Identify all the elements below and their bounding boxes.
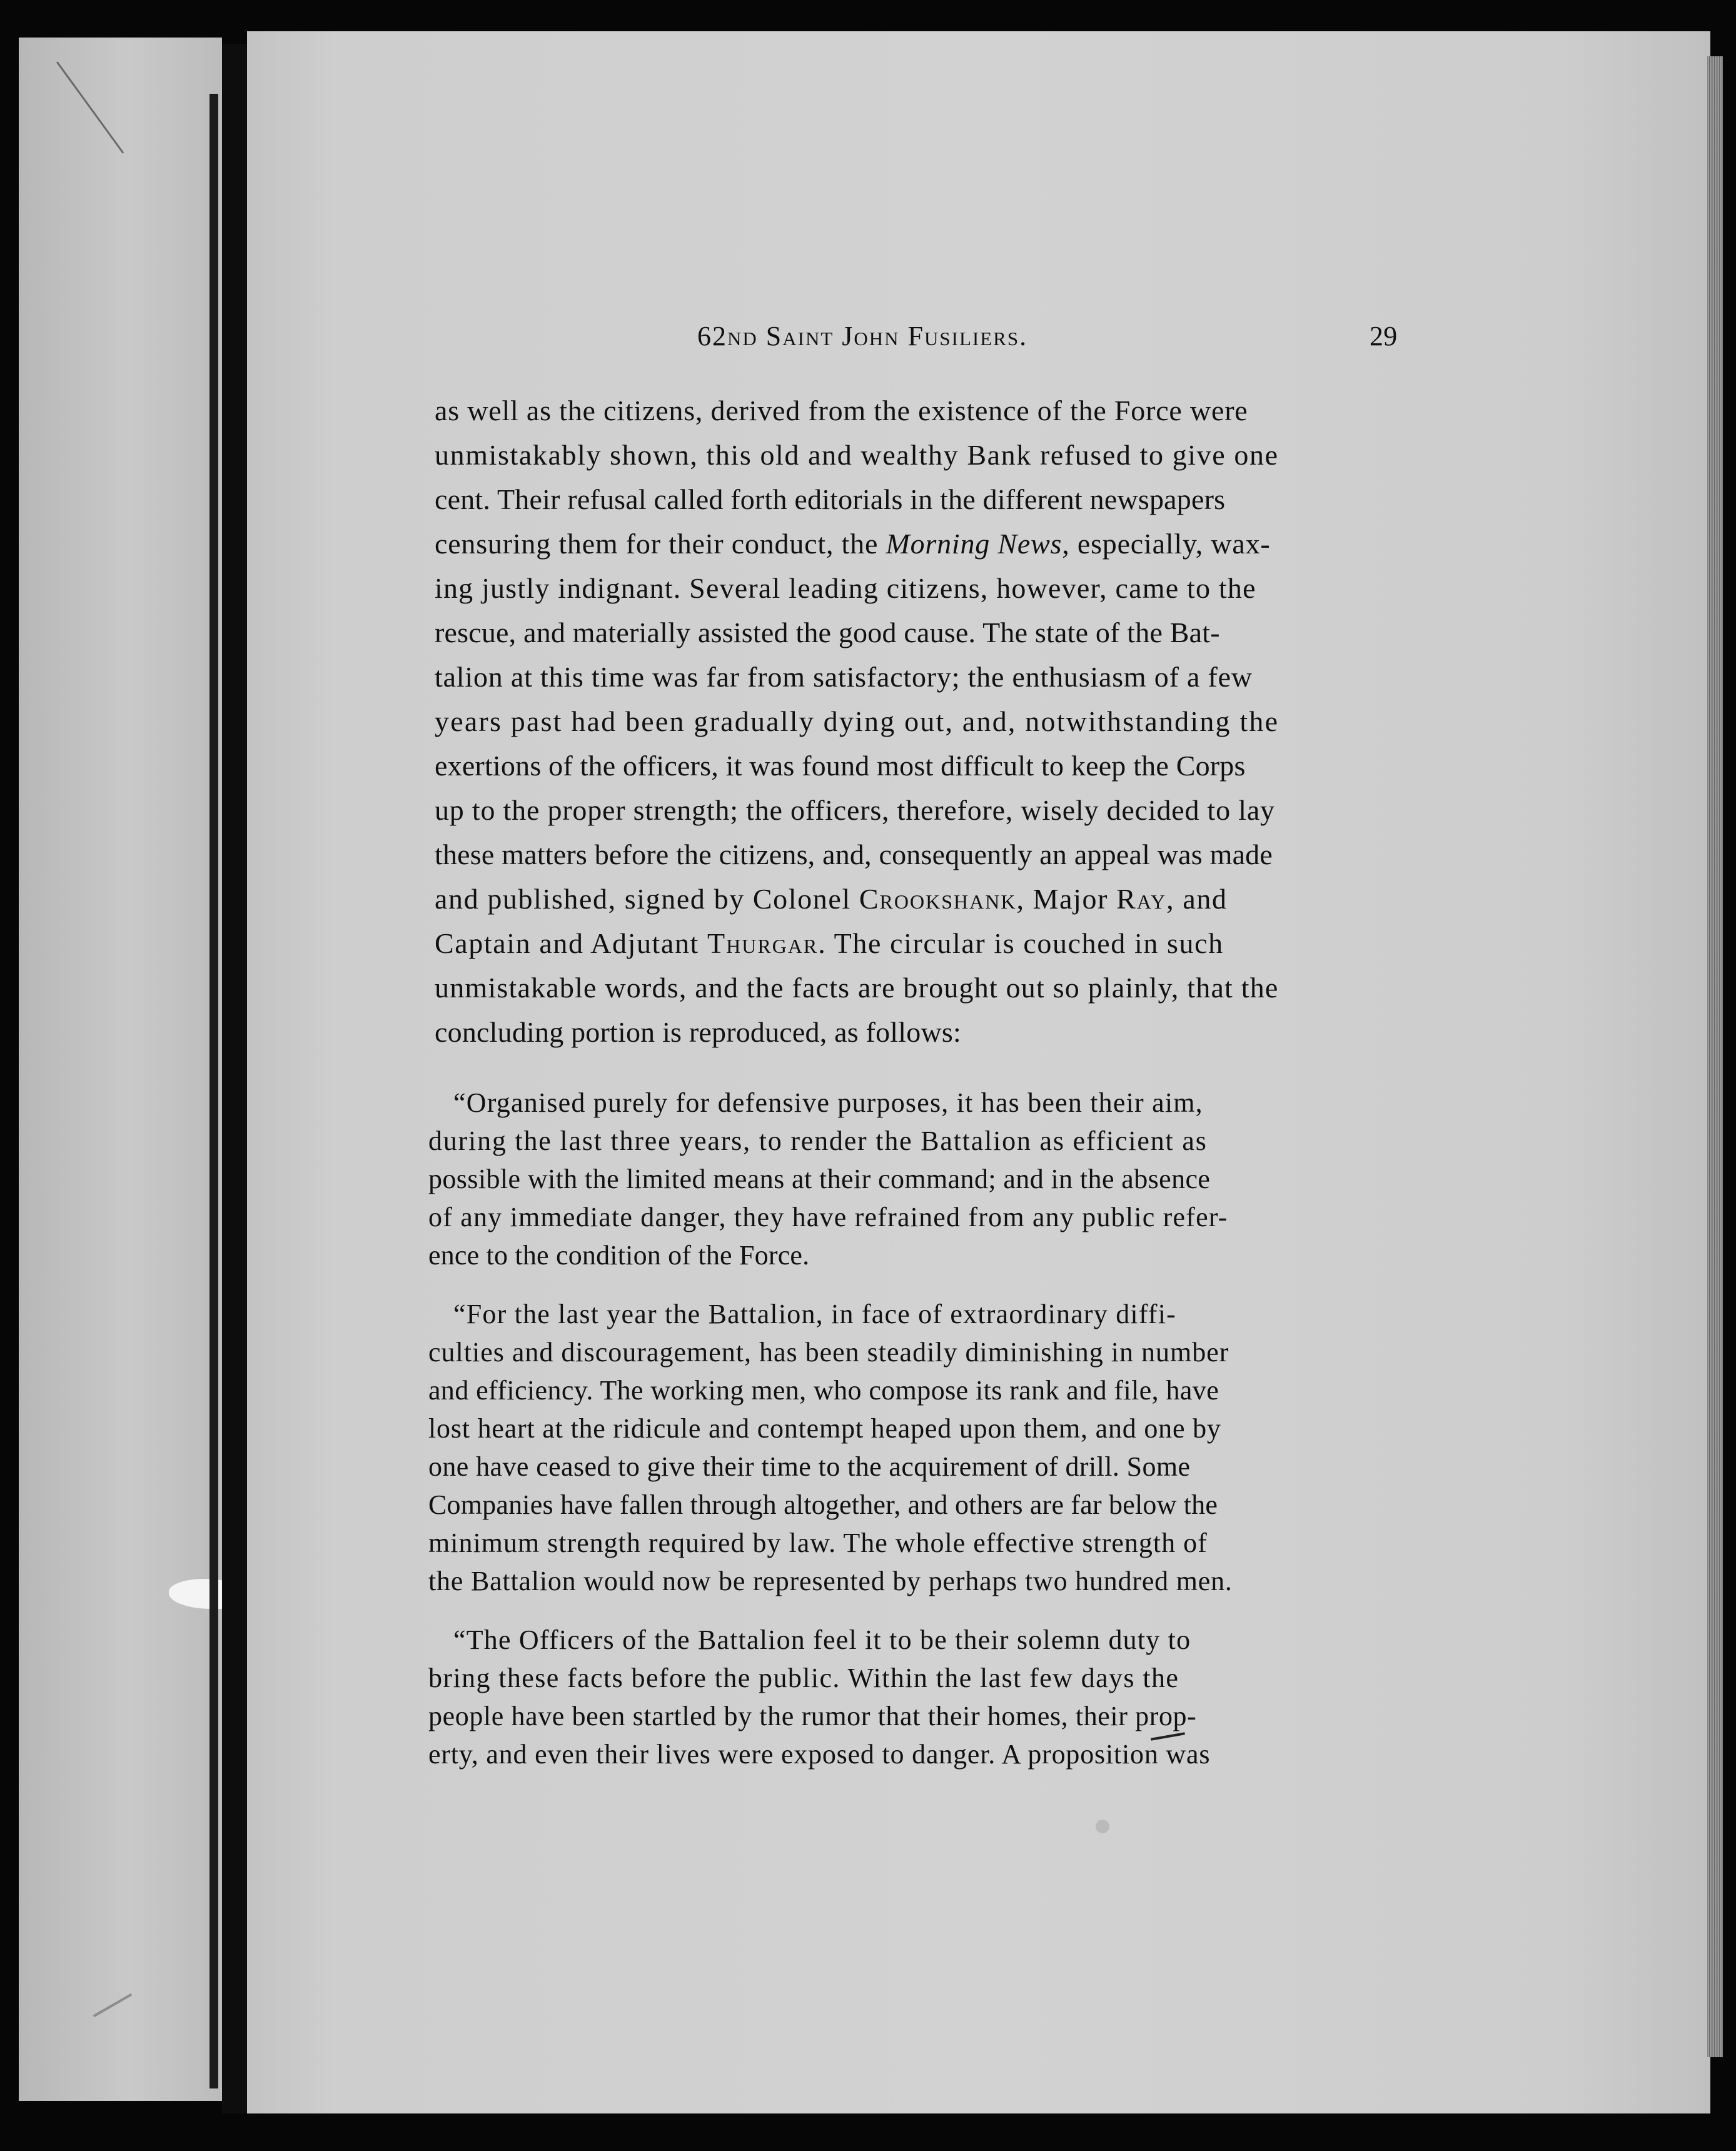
- page-stack-edge: [1707, 56, 1723, 2057]
- quote-line: Companies have fallen through altogether, and others are far below the: [428, 1489, 1218, 1520]
- quote-line: of any immediate danger, they have refrained from any public refer-: [428, 1202, 1228, 1232]
- page-number: 29: [1370, 321, 1398, 351]
- scratch-mark: [56, 61, 124, 153]
- running-head: 62nd Saint John Fusiliers.: [697, 321, 1028, 351]
- quote-line: during the last three years, to render the Battalion as efficient as: [428, 1126, 1208, 1156]
- quote-line: lost heart at the ridicule and contempt heaped upon them, and one by: [428, 1413, 1221, 1444]
- book-page: [247, 31, 1710, 2113]
- book-gutter-shadow: [209, 94, 218, 2088]
- quote-line: “For the last year the Battalion, in face of extraordinary diffi-: [453, 1299, 1176, 1329]
- body-line: rescue, and materially assisted the good cause. The state of the Bat-: [435, 617, 1220, 648]
- body-line: unmistakably shown, this old and wealthy Bank refused to give one: [435, 439, 1279, 471]
- quote-line: ence to the condition of the Force.: [428, 1240, 810, 1271]
- stray-mark: [1096, 1820, 1109, 1833]
- body-line: and published, signed by Colonel Crookshank, Major Ray, and: [435, 883, 1228, 915]
- body-line: years past had been gradually dying out, and, notwithstanding the: [435, 705, 1279, 737]
- body-line: cent. Their refusal called forth editorials in the different newspapers: [435, 483, 1226, 515]
- scratch-mark: [93, 1993, 133, 2017]
- quote-line: “Organised purely for defensive purposes, it has been their aim,: [453, 1087, 1203, 1118]
- body-line: talion at this time was far from satisfactory; the enthusiasm of a few: [435, 661, 1253, 693]
- book-spine: [222, 44, 247, 2113]
- quote-line: people have been startled by the rumor that their homes, their prop-: [428, 1701, 1197, 1731]
- quote-line: culties and discouragement, has been steadily diminishing in number: [428, 1337, 1229, 1368]
- quote-line: “The Officers of the Battalion feel it to be their solemn duty to: [453, 1625, 1191, 1655]
- body-line: ing justly indignant. Several leading citizens, however, came to the: [435, 572, 1256, 604]
- body-line: concluding portion is reproduced, as follows:: [435, 1016, 961, 1048]
- quote-line: erty, and even their lives were exposed to danger. A proposition was: [428, 1739, 1211, 1770]
- left-facing-page: [19, 38, 222, 2101]
- quote-line: possible with the limited means at their command; and in the absence: [428, 1164, 1211, 1194]
- body-line: unmistakable words, and the facts are brought out so plainly, that the: [435, 972, 1279, 1004]
- quote-line: bring these facts before the public. Within the last few days the: [428, 1663, 1179, 1693]
- body-line: as well as the citizens, derived from the existence of the Force were: [435, 395, 1248, 426]
- quote-line: one have ceased to give their time to the acquirement of drill. Some: [428, 1451, 1191, 1482]
- body-line: these matters before the citizens, and, consequently an appeal was made: [435, 839, 1273, 870]
- body-line: censuring them for their conduct, the Morning News, especially, wax-: [435, 528, 1271, 560]
- body-line: Captain and Adjutant Thurgar. The circular is couched in such: [435, 927, 1224, 959]
- body-line: up to the proper strength; the officers, therefore, wisely decided to lay: [435, 794, 1275, 826]
- quote-line: the Battalion would now be represented by perhaps two hundred men.: [428, 1566, 1233, 1596]
- quote-line: minimum strength required by law. The whole effective strength of: [428, 1528, 1208, 1558]
- quote-line: and efficiency. The working men, who compose its rank and file, have: [428, 1375, 1219, 1406]
- body-line: exertions of the officers, it was found most difficult to keep the Corps: [435, 750, 1246, 782]
